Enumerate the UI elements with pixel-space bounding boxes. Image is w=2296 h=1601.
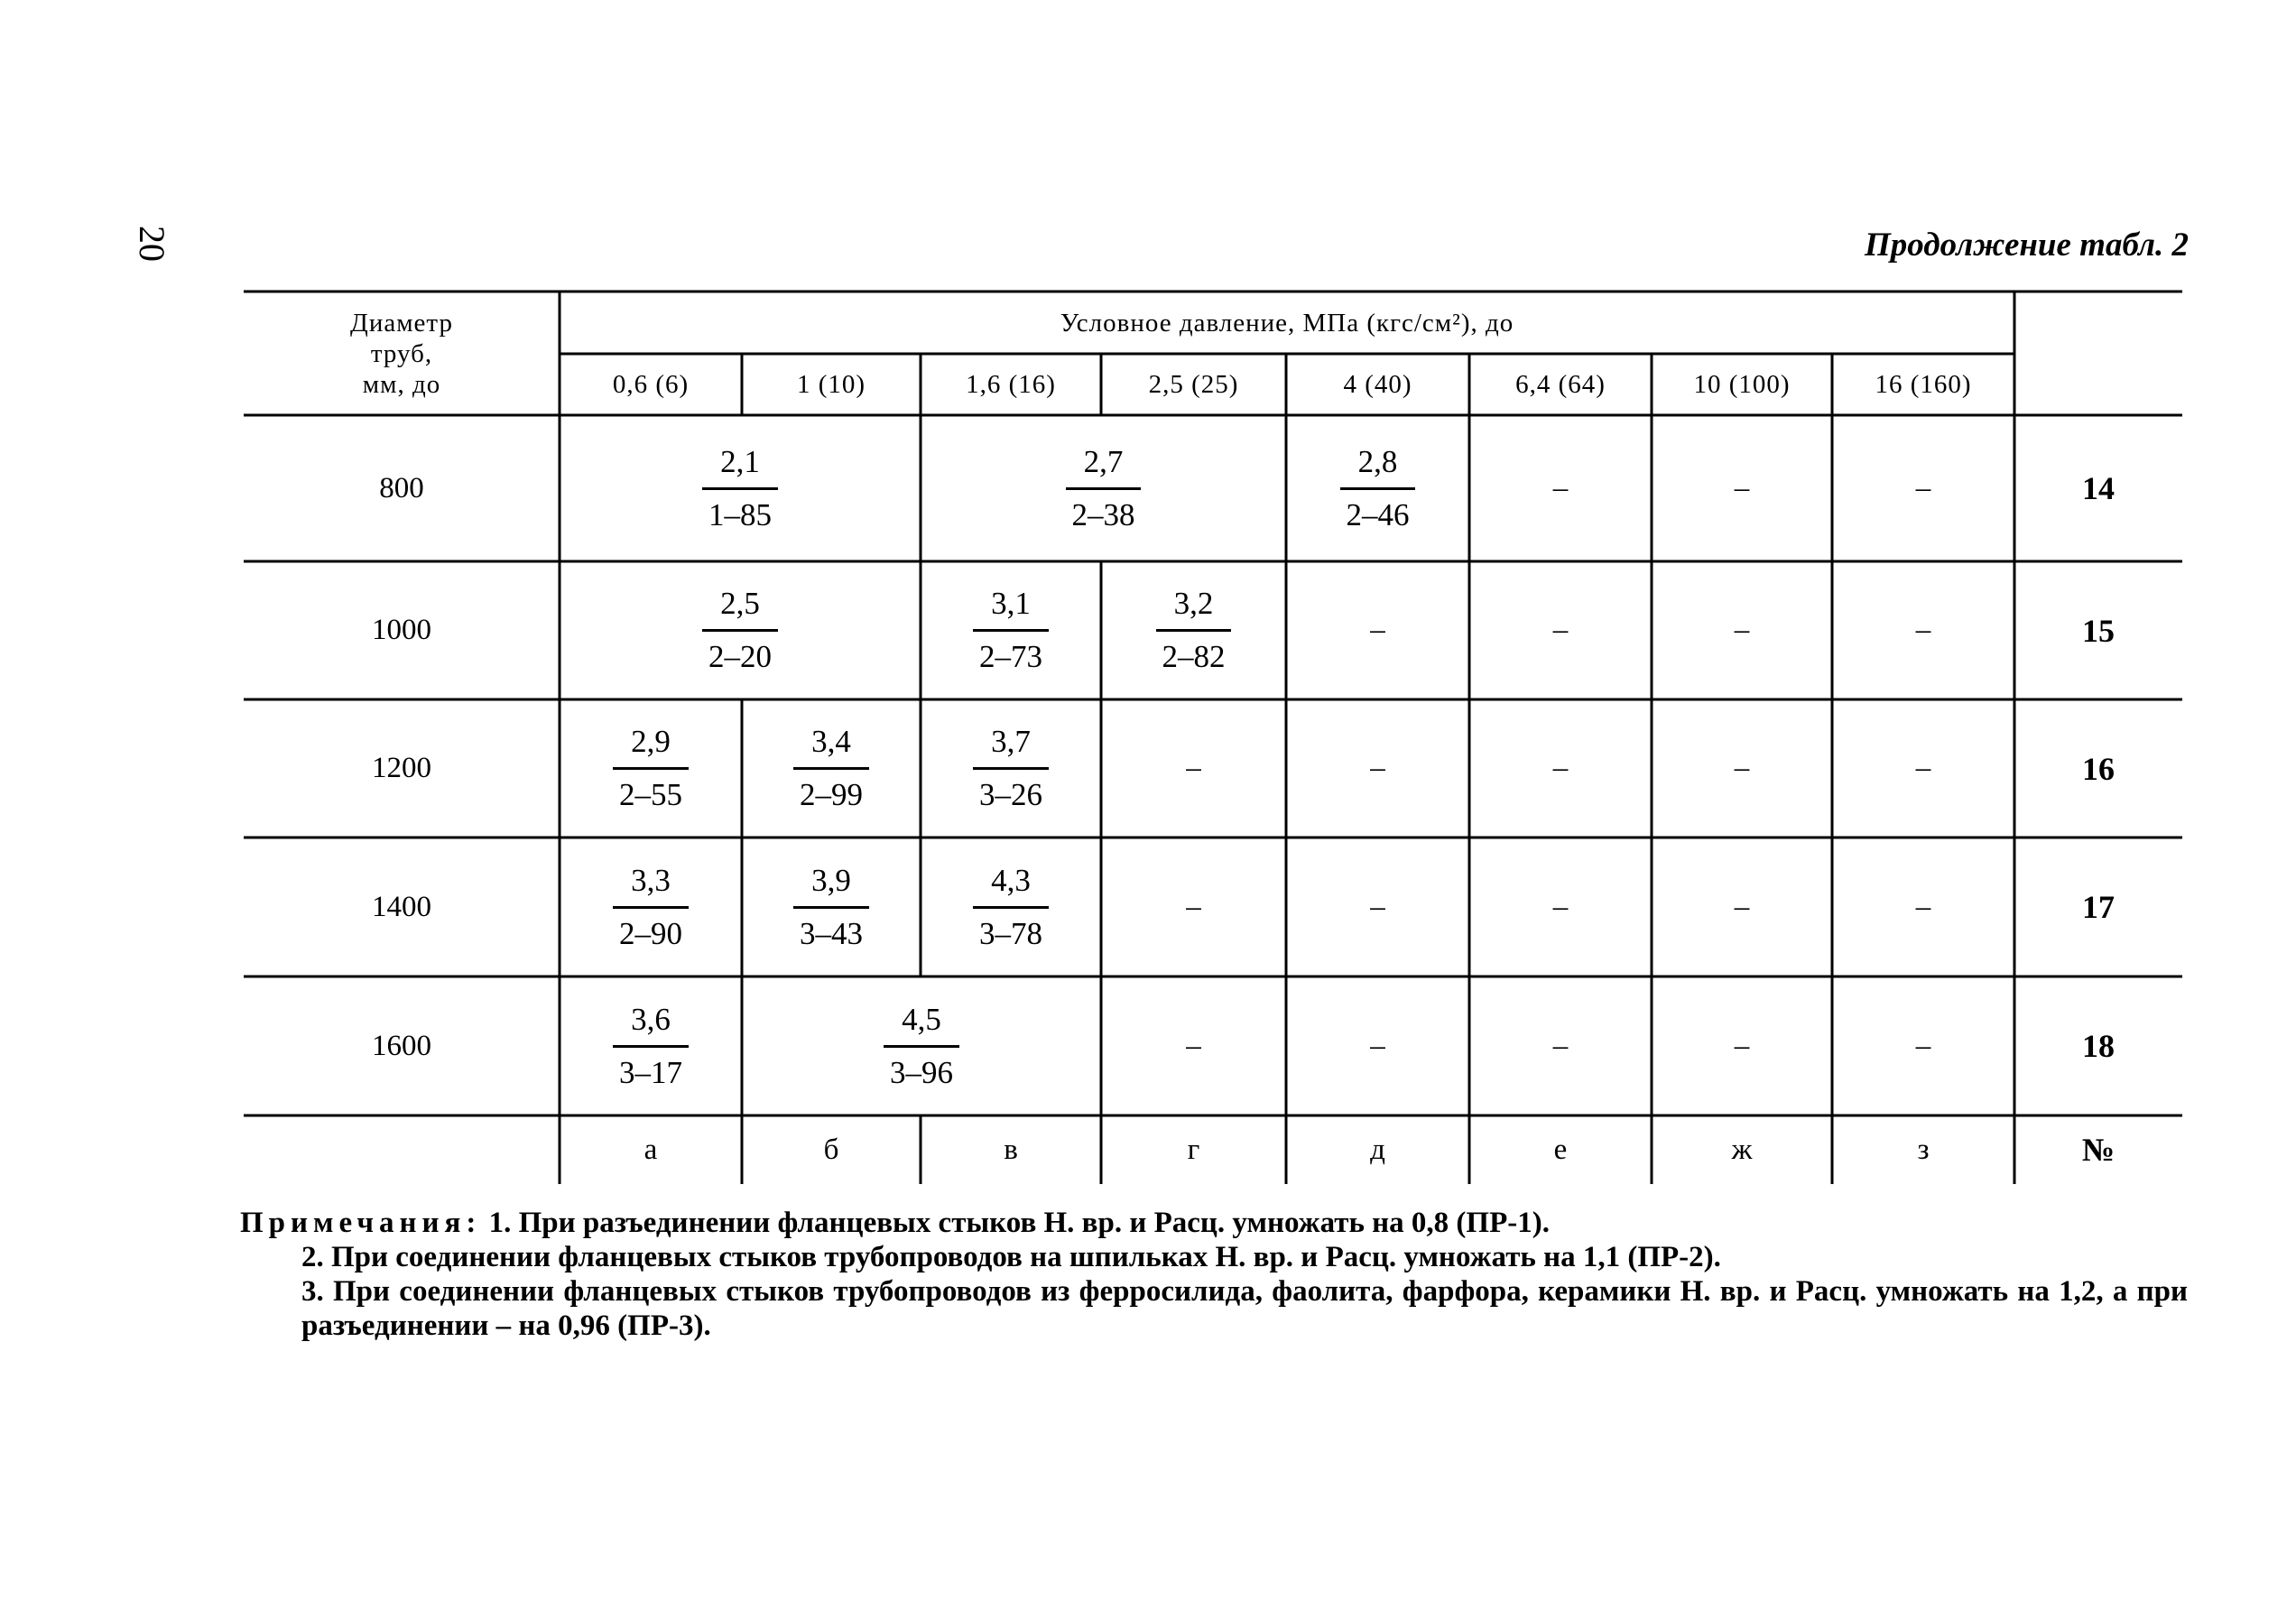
row-diameter-value: 800 [379,471,424,504]
column-letter-2 [921,1115,1101,1184]
norm-fraction [613,724,689,813]
empty-dash: – [1552,890,1569,923]
header-pressure-3 [1101,354,1286,415]
empty-dash: – [1370,890,1385,923]
row-number [2014,699,2182,838]
empty-dash: – [1734,471,1750,504]
empty-dash: – [1915,1029,1931,1062]
table-cell [1286,838,1469,976]
norm-time: 3,3 [613,863,689,909]
header-pressure-7 [1832,354,2014,415]
header-pressure-label: Условное давление, МПа (кгс/см²), до [1060,308,1514,338]
row-number [2014,561,2182,699]
row-diameter-value: 1200 [372,752,431,784]
header-pressure-value: 4 (40) [1343,370,1412,399]
table-cell [921,699,1101,838]
header-pressure-value: 0,6 (6) [612,370,690,399]
column-letter-4 [1286,1115,1469,1184]
norm-rate: 2–73 [979,639,1042,674]
norm-rate: 2–38 [1071,496,1135,532]
empty-dash: – [1552,471,1569,504]
row-number-value: 18 [2082,1028,2115,1064]
empty-dash: – [1552,752,1569,784]
row-number [2014,415,2182,561]
header-pressure-value: 1,6 (16) [966,370,1056,399]
table-cell [1469,838,1652,976]
table-cell [742,699,921,838]
header-diameter-label: Диаметр труб, мм, до [350,308,453,399]
norm-time: 2,5 [702,586,778,632]
note-3: 3. При соединении фланцевых стыков трубопроводов из ферросилида, фаолита, фарфора, керамики Н. вр. и Расц. умножать на 1,2, а при разъединении – на 0,96 (ПР-3). [301,1275,2188,1342]
row-number-value: 15 [2082,612,2115,649]
norm-fraction [973,586,1049,675]
norm-rate: 3–17 [619,1054,682,1090]
column-number-header [2014,1115,2182,1184]
table-cell [1469,699,1652,838]
norm-fraction [613,863,689,952]
row-number-value: 17 [2082,889,2115,925]
norm-rate: 1–85 [708,496,772,532]
column-letter-3 [1101,1115,1286,1184]
norm-time: 3,1 [973,586,1049,632]
norm-time: 3,4 [793,724,869,770]
notes-lead: Примечания: [240,1207,482,1239]
column-letter-0 [560,1115,742,1184]
norm-fraction [702,586,778,675]
column-letter: ж [1731,1133,1753,1166]
row-number-value: 14 [2082,470,2115,506]
norm-time: 4,3 [973,863,1049,909]
norm-rate: 3–43 [800,915,863,951]
norm-fraction [1066,444,1142,533]
table-cell [1286,561,1469,699]
row-number [2014,838,2182,976]
empty-dash: – [1370,614,1385,646]
table-cell [560,561,921,699]
table-cell [742,976,1101,1115]
norm-time: 4,5 [884,1002,959,1048]
norm-fraction [1340,444,1416,533]
table-cell [742,838,921,976]
row-diameter-value: 1400 [372,890,431,923]
table-cell [1652,561,1832,699]
table-cell [1469,561,1652,699]
empty-dash: – [1915,890,1931,923]
norm-time: 3,9 [793,863,869,909]
header-pressure-0 [560,354,742,415]
row-diameter [244,699,560,838]
table-cell [1101,699,1286,838]
note-2: 2. При соединении фланцевых стыков трубопроводов на шпильках Н. вр. и Расц. умножать на 1,1 (ПР-2). [301,1241,1721,1273]
column-letter-6 [1652,1115,1832,1184]
row-diameter [244,976,560,1115]
table-cell [560,699,742,838]
norm-time: 2,8 [1340,444,1416,490]
norm-fraction [973,863,1049,952]
table-cell [1832,976,2014,1115]
header-pressure-value: 10 (100) [1693,370,1791,399]
note-1 [240,1206,2188,1240]
column-number-symbol: № [2081,1132,2115,1168]
empty-dash: – [1552,614,1569,646]
table-cell [1652,415,1832,561]
norm-fraction [973,724,1049,813]
norm-rate: 3–26 [979,777,1042,812]
norm-rate: 2–46 [1346,496,1410,532]
norm-rate: 2–55 [619,777,682,812]
table-title: Продолжение табл. 2 [1865,227,2189,264]
empty-dash: – [1186,752,1201,784]
header-pressure-6 [1652,354,1832,415]
row-diameter [244,415,560,561]
norm-rate: 3–96 [890,1054,953,1090]
table-cell [1286,699,1469,838]
empty-dash: – [1370,752,1385,784]
empty-dash: – [1186,1029,1201,1062]
table-cell [1469,415,1652,561]
row-diameter [244,561,560,699]
column-letter: б [823,1133,839,1166]
table-cell [1286,976,1469,1115]
column-letter: а [643,1133,658,1166]
empty-dash: – [1552,1029,1569,1062]
norm-time: 2,1 [702,444,778,490]
norm-rate: 2–99 [800,777,863,812]
norm-fraction [1156,586,1232,675]
table-cell [1832,561,2014,699]
table-cell [921,838,1101,976]
norm-rate: 2–20 [708,639,772,674]
column-letter-5 [1469,1115,1652,1184]
table-cell [1832,415,2014,561]
empty-dash: – [1734,890,1750,923]
column-letter: з [1917,1133,1930,1166]
row-number [2014,976,2182,1115]
empty-dash: – [1734,1029,1750,1062]
column-letter: г [1187,1133,1200,1166]
table-cell [1652,699,1832,838]
table-cell [560,415,921,561]
table-cell [560,976,742,1115]
empty-dash: – [1915,752,1931,784]
header-pressure-value: 2,5 (25) [1148,370,1239,399]
header-pressure-2 [921,354,1101,415]
norm-time: 3,6 [613,1002,689,1048]
norm-fraction [613,1002,689,1091]
header-pressure-value: 6,4 (64) [1515,370,1606,399]
table-cell [1652,838,1832,976]
norm-fraction [793,724,869,813]
empty-dash: – [1915,614,1931,646]
norm-time: 3,7 [973,724,1049,770]
header-pressure-1 [742,354,921,415]
norm-rate: 2–82 [1162,639,1226,674]
norm-fraction [702,444,778,533]
table-cell [560,838,742,976]
row-diameter [244,838,560,976]
table-cell [1101,561,1286,699]
empty-dash: – [1186,890,1201,923]
norm-time: 2,9 [613,724,689,770]
table-cell [921,561,1101,699]
norm-time: 3,2 [1156,586,1232,632]
column-letter: д [1370,1133,1385,1166]
header-pressure [560,292,2014,354]
row-diameter-value: 1000 [372,614,431,646]
norm-fraction [884,1002,959,1091]
table-cell [1101,838,1286,976]
header-diameter [244,292,560,415]
table-cell [1286,415,1469,561]
norm-rate: 3–78 [979,915,1042,951]
column-letter: е [1553,1133,1568,1166]
row-number-value: 16 [2082,750,2115,787]
note-1-text: 1. При разъединении фланцевых стыков Н. вр. и Расц. умножать на 0,8 (ПР-1). [488,1207,1550,1239]
norm-time: 2,7 [1066,444,1142,490]
empty-dash: – [1734,752,1750,784]
column-letter-1 [742,1115,921,1184]
header-pressure-4 [1286,354,1469,415]
page-number: 20 [132,226,172,262]
table-cell [921,415,1286,561]
header-pressure-value: 16 (160) [1875,370,1972,399]
norm-rate: 2–90 [619,915,682,951]
row-diameter-value: 1600 [372,1029,431,1062]
header-pressure-5 [1469,354,1652,415]
table-cell [1652,976,1832,1115]
table-cell [1101,976,1286,1115]
empty-dash: – [1915,471,1931,504]
notes [240,1206,2188,1343]
column-letter: в [1004,1133,1018,1166]
empty-dash: – [1734,614,1750,646]
table-cell [1469,976,1652,1115]
header-pressure-value: 1 (10) [796,370,866,399]
column-letter-7 [1832,1115,2014,1184]
empty-dash: – [1370,1029,1385,1062]
norm-fraction [793,863,869,952]
table-cell [1832,699,2014,838]
table-cell [1832,838,2014,976]
